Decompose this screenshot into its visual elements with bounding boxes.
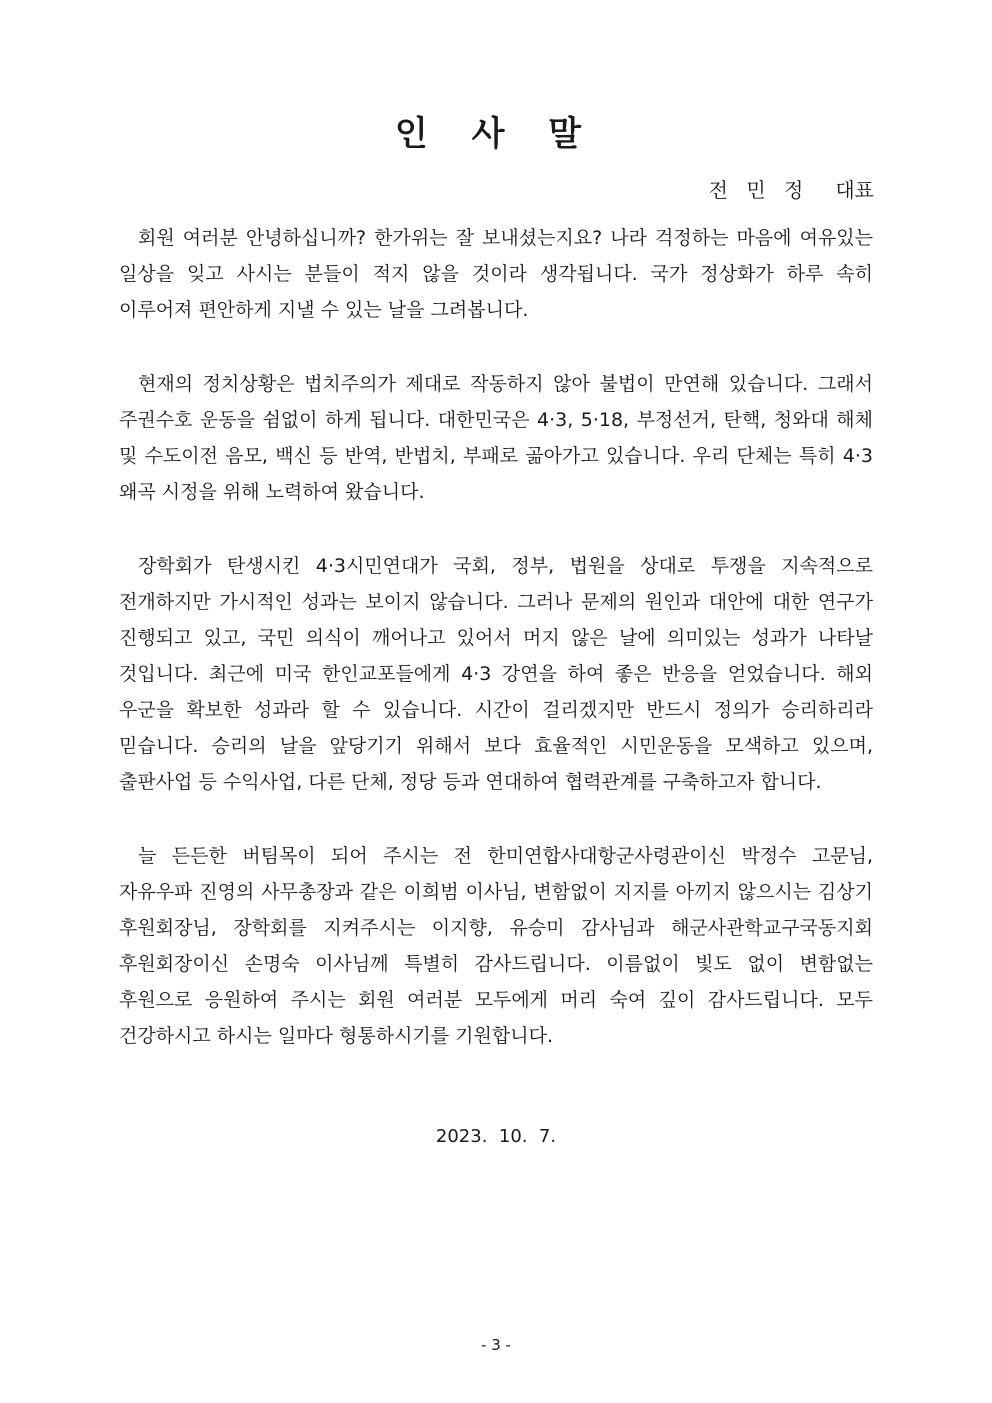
letter-date: 2023. 10. 7.: [435, 1126, 557, 1147]
page-number: - 3 -: [481, 1336, 511, 1354]
author-name: 전 민 정: [708, 178, 810, 202]
author-byline: [709, 174, 874, 206]
page-title: 인 사 말: [394, 114, 598, 154]
paragraph-civic-movement: 장학회가 탄생시킨 4·3시민연대가 국회, 정부, 법원을 상대로 투쟁을 지속적으로 전개하지만 가시적인 성과는 보이지 않습니다. 그러나 문제의 원인과 대안에 대한 연구가 진행되고 있고, 국민 의식이 깨어나고 있어서 머지 않은 날에 의미있는 성과가 나타날 것입니다. 최근에 미국 한인교포들에게 4·3 강연을 하여 좋은 반응을 얻었습니다. 해외 우군을 확보한 성과라 할 수 있습니다. 시간이 걸리겠지만 반드시 정의가 승리하리라 믿습니다. 승리의 날을 앞당기기 위해서 보다 효율적인 시민운동을 모색하고 있으며, 출판사업 등 수익사업, 다른 단체, 정당 등과 연대하여 협력관계를 구축하고자 합니다.: [119, 555, 873, 793]
letter-body: [119, 220, 873, 1092]
paragraph-political-situation: 현재의 정치상황은 법치주의가 제대로 작동하지 않아 불법이 만연해 있습니다. 그래서 주권수호 운동을 쉼없이 하게 됩니다. 대한민국은 4·3, 5·18, 부정선거, 탄핵, 청와대 해체 및 수도이전 음모, 백신 등 반역, 반법치, 부패로 곪아가고 있습니다. 우리 단체는 특히 4·3 왜곡 시정을 위해 노력하여 왔습니다.: [119, 373, 873, 503]
paragraph-greeting: 회원 여러분 안녕하십니까? 한가위는 잘 보내셨는지요? 나라 걱정하는 마음에 여유있는 일상을 잊고 사시는 분들이 적지 않을 것이라 생각됩니다. 국가 정상화가 하루 속히 이루어져 편안하게 지낼 수 있는 날을 그려봅니다.: [119, 227, 873, 321]
author-role: 대표: [835, 178, 874, 202]
paragraph-acknowledgements: 늘 든든한 버팀목이 되어 주시는 전 한미연합사대항군사령관이신 박정수 고문님, 자유우파 진영의 사무총장과 같은 이희범 이사님, 변함없이 지지를 아끼지 않으시는 김상기 후원회장님, 장학회를 지켜주시는 이지향, 유승미 감사님과 해군사관학교구국동지회 후원회장이신 손명숙 이사님께 특별히 감사드립니다. 이름없이 빛도 없이 변함없는 후원으로 응원하여 주시는 회원 여러분 모두에게 머리 숙여 깊이 감사드립니다. 모두 건강하시고 하시는 일마다 형통하시기를 기원합니다.: [119, 845, 873, 1047]
